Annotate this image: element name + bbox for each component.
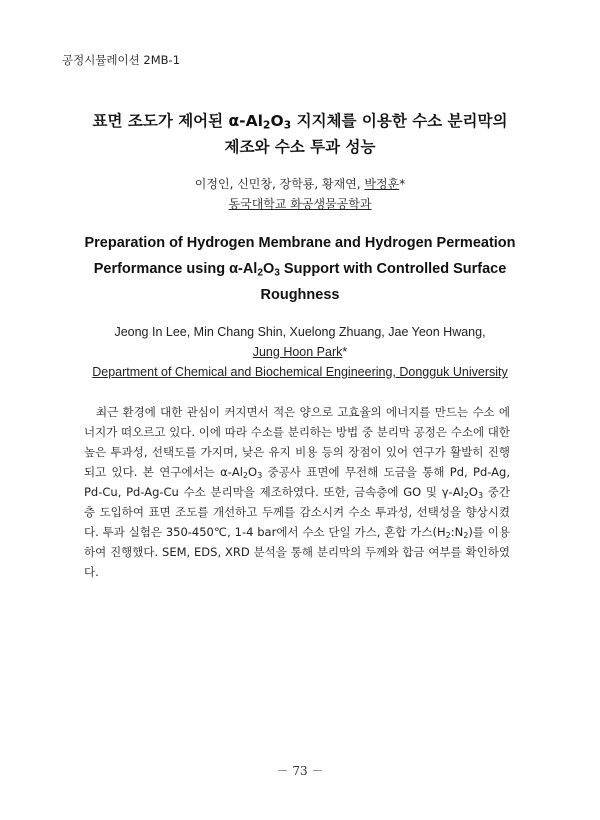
page-number: － 73 － bbox=[276, 764, 324, 778]
english-affiliation: Department of Chemical and Biochemical Engineering, Dongguk University bbox=[92, 365, 508, 379]
korean-title bbox=[40, 108, 560, 160]
english-title-text-b: O bbox=[262, 261, 275, 277]
abstract-paragraph bbox=[84, 402, 510, 582]
korean-title-text-c: 지지체를 이용한 수소 분리막의 bbox=[291, 112, 508, 130]
english-title-line-3: Roughness bbox=[260, 287, 340, 303]
english-title bbox=[40, 230, 560, 308]
korean-authors bbox=[60, 174, 540, 194]
korean-title-text-b: O bbox=[270, 112, 284, 130]
abstract-text: O bbox=[468, 485, 478, 499]
korean-title-line-2: 제조와 수소 투과 성능 bbox=[224, 138, 376, 156]
korean-title-text-a: 표면 조도가 제어된 α-Al bbox=[92, 112, 263, 130]
abstract-subscript: 2 bbox=[463, 491, 469, 500]
abstract-text: )를 이용하여 진행했다. SEM, EDS, XRD 분석을 통해 분리막의 두께와 합금 여부를 확인하였다. bbox=[84, 525, 510, 579]
korean-title-subscript: 3 bbox=[283, 118, 292, 132]
abstract-text: 최근 환경에 대한 관심이 커지면서 적은 양으로 고효율의 에너지를 만드는 수소 에너지가 떠오르고 있다. 이에 따라 수소를 분리하는 방법 중 분리막 공정은 수소에 대한 높은 투과성, 선택도를 가지며, 낮은 유지 비용 등의 장점이 있어 연구가 활발히 진행되고 있다. 본 연구에서는 α-Al bbox=[84, 405, 510, 479]
english-title-subscript: 3 bbox=[274, 267, 280, 279]
korean-title-line-1 bbox=[40, 108, 560, 134]
abstract-text: O bbox=[248, 465, 258, 479]
corresponding-mark-en: * bbox=[342, 345, 348, 359]
english-title-line-1: Preparation of Hydrogen Membrane and Hydrogen Permeation bbox=[84, 235, 516, 251]
english-title-text-a: Performance using α-Al bbox=[93, 261, 258, 277]
abstract-subscript: 2 bbox=[463, 531, 469, 540]
corresponding-author-en: Jung Hoon Park bbox=[252, 345, 343, 359]
abstract-text: 중공사 표면에 무전해 도금을 통해 Pd, Pd-Ag, Pd-Cu, Pd-Ag-Cu 수소 분리막을 제조하였다. 또한, 금속층에 GO 및 γ-Al bbox=[84, 465, 510, 499]
korean-affiliation: 동국대학교 화공생물공학과 bbox=[228, 197, 372, 211]
korean-authors-text: 이정인, 신민창, 장학룡, 황재연, bbox=[194, 177, 365, 191]
english-title-line-2 bbox=[40, 256, 560, 282]
session-code: 공정시뮬레이션 2MB-1 bbox=[62, 53, 181, 67]
abstract-text: :N bbox=[450, 525, 464, 539]
corresponding-author-kr: 박정훈 bbox=[364, 177, 400, 191]
korean-authors-block bbox=[60, 174, 540, 214]
corresponding-mark-kr: * bbox=[399, 177, 406, 191]
english-title-text-c: Support with Controlled Surface bbox=[279, 261, 507, 277]
korean-title-subscript: 2 bbox=[262, 118, 271, 132]
abstract-text: 중간층 도입하여 표면 조도를 개선하고 두께를 감소시켜 수소 투과성, 선택성을 향상시켰다. 투과 실험은 350-450℃, 1-4 bar에서 수소 단일 가스, 혼합 가스(H bbox=[84, 485, 511, 539]
abstract-subscript: 3 bbox=[257, 471, 263, 480]
abstract-subscript: 3 bbox=[477, 491, 484, 500]
abstract-subscript: 2 bbox=[445, 531, 451, 540]
english-title-subscript: 2 bbox=[257, 267, 263, 279]
english-authors-block bbox=[50, 322, 550, 382]
english-authors-line-1: Jeong In Lee, Min Chang Shin, Xuelong Zhuang, Jae Yeon Hwang, bbox=[114, 325, 486, 339]
abstract-subscript: 2 bbox=[242, 471, 249, 480]
english-authors-line-2 bbox=[50, 342, 550, 362]
abstract bbox=[84, 402, 510, 582]
